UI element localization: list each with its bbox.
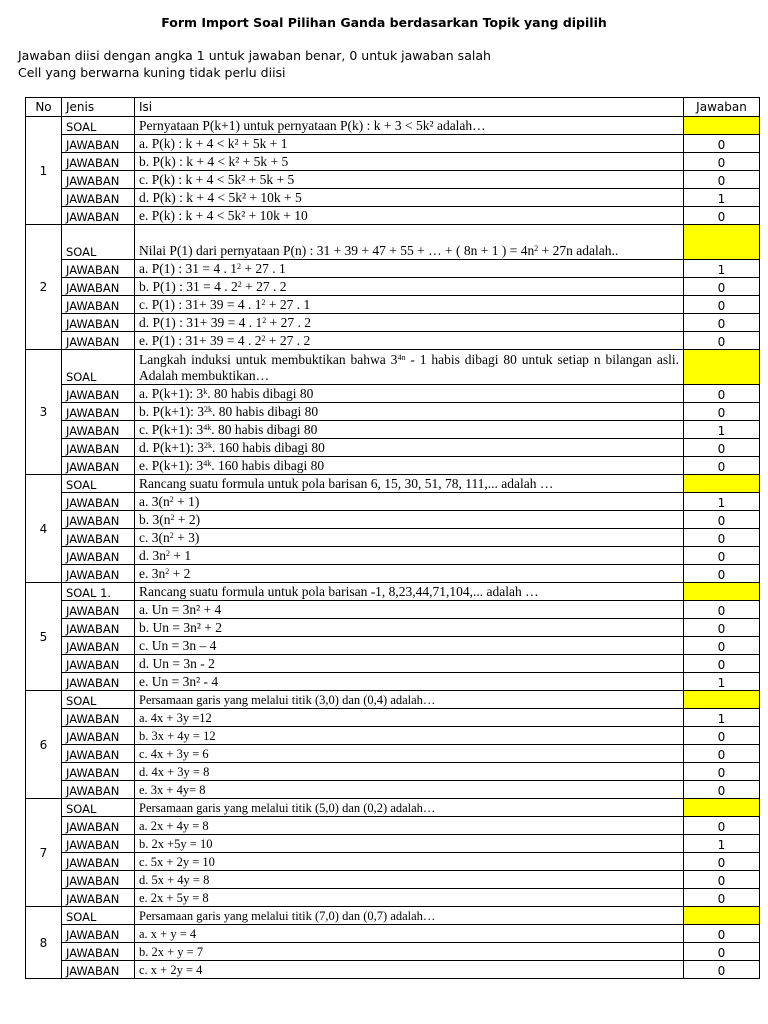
question-number: 2 xyxy=(26,225,62,350)
answer-option-text: b. $3(n^2 + 2)$ xyxy=(135,511,684,529)
jenis-cell: JAWABAN xyxy=(62,601,135,619)
jawaban-cell[interactable]: 0 xyxy=(684,889,760,907)
soal-row xyxy=(26,225,760,260)
jawaban-row xyxy=(26,853,760,871)
jawaban-row xyxy=(26,673,760,691)
answer-option-text: c. x + 2y = 4 xyxy=(135,961,684,979)
jawaban-row xyxy=(26,565,760,583)
jenis-cell: JAWABAN xyxy=(62,727,135,745)
jawaban-cell[interactable]: 0 xyxy=(684,871,760,889)
jenis-cell: JAWABAN xyxy=(62,565,135,583)
jawaban-cell[interactable]: 0 xyxy=(684,135,760,153)
jawaban-cell[interactable]: 0 xyxy=(684,511,760,529)
answer-option-text: d. P(k+1): $3^{2k}$. 160 habis dibagi 80 xyxy=(135,439,684,457)
soal-row xyxy=(26,350,760,385)
soal-row xyxy=(26,117,760,135)
jawaban-cell-highlighted xyxy=(684,225,760,260)
answer-option-text: e. P(k+1): $3^{4k}$. 160 habis dibagi 80 xyxy=(135,457,684,475)
jenis-cell: JAWABAN xyxy=(62,943,135,961)
jenis-cell: SOAL xyxy=(62,907,135,925)
jenis-cell: JAWABAN xyxy=(62,853,135,871)
jawaban-cell[interactable]: 0 xyxy=(684,853,760,871)
jawaban-row xyxy=(26,943,760,961)
answer-option-text: c. 5x + 2y = 10 xyxy=(135,853,684,871)
jenis-cell: JAWABAN xyxy=(62,332,135,350)
question-text: Nilai P(1) dari pernyataan P(n) : 31 + 39 + 47 + 55 + … + ( 8n + 1 ) = $4n^2 + 27n$ adalah.. xyxy=(135,225,684,260)
answer-option-text: a. Un = 3n² + 4 xyxy=(135,601,684,619)
answer-option-text: c. P(k+1): $3^{4k}$. 80 habis dibagi 80 xyxy=(135,421,684,439)
jawaban-row xyxy=(26,745,760,763)
jawaban-row xyxy=(26,601,760,619)
jenis-cell: JAWABAN xyxy=(62,314,135,332)
jenis-cell: JAWABAN xyxy=(62,493,135,511)
jenis-cell: JAWABAN xyxy=(62,961,135,979)
jenis-cell: JAWABAN xyxy=(62,655,135,673)
jawaban-cell[interactable]: 0 xyxy=(684,332,760,350)
jenis-cell: SOAL 1. xyxy=(62,583,135,601)
jenis-cell: SOAL xyxy=(62,691,135,709)
answer-option-text: a. P(k) : k + 4 < k² + 5k + 1 xyxy=(135,135,684,153)
jenis-cell: JAWABAN xyxy=(62,385,135,403)
jenis-cell: SOAL xyxy=(62,799,135,817)
question-number: 6 xyxy=(26,691,62,799)
jenis-cell: JAWABAN xyxy=(62,278,135,296)
answer-option-text: c. Un = 3n – 4 xyxy=(135,637,684,655)
jenis-cell: JAWABAN xyxy=(62,421,135,439)
jawaban-cell-highlighted xyxy=(684,583,760,601)
jenis-cell: JAWABAN xyxy=(62,835,135,853)
answer-option-text: b. 2x + y = 7 xyxy=(135,943,684,961)
jenis-cell: JAWABAN xyxy=(62,439,135,457)
jenis-cell: JAWABAN xyxy=(62,207,135,225)
header-jawaban: Jawaban xyxy=(684,98,760,117)
jawaban-cell[interactable]: 0 xyxy=(684,457,760,475)
jawaban-row xyxy=(26,457,760,475)
jawaban-row xyxy=(26,709,760,727)
jenis-cell: JAWABAN xyxy=(62,529,135,547)
answer-option-text: e. P(1) : 31+ 39 = 4 . $2^2 + 27$ . 2 xyxy=(135,332,684,350)
jawaban-cell[interactable]: 0 xyxy=(684,529,760,547)
answer-option-text: b. P(k) : k + 4 < k² + 5k + 5 xyxy=(135,153,684,171)
jawaban-cell[interactable]: 0 xyxy=(684,439,760,457)
instruction-line-2: Cell yang berwarna kuning tidak perlu diisi xyxy=(18,65,286,80)
jawaban-row xyxy=(26,763,760,781)
jawaban-row xyxy=(26,135,760,153)
jawaban-cell[interactable]: 0 xyxy=(684,207,760,225)
answer-option-text: b. 3x + 4y = 12 xyxy=(135,727,684,745)
header-jenis: Jenis xyxy=(62,98,135,117)
jawaban-row xyxy=(26,278,760,296)
answer-option-text: d. 4x + 3y = 8 xyxy=(135,763,684,781)
jawaban-cell-highlighted xyxy=(684,475,760,493)
soal-row xyxy=(26,799,760,817)
jawaban-cell[interactable]: 0 xyxy=(684,781,760,799)
answer-option-text: d. P(k) : k + 4 < 5k² + 10k + 5 xyxy=(135,189,684,207)
jawaban-cell[interactable]: 0 xyxy=(684,619,760,637)
jawaban-row xyxy=(26,817,760,835)
jawaban-row xyxy=(26,925,760,943)
jawaban-row xyxy=(26,403,760,421)
jenis-cell: JAWABAN xyxy=(62,889,135,907)
jawaban-row xyxy=(26,207,760,225)
page-title: Form Import Soal Pilihan Ganda berdasarkan Topik yang dipilih xyxy=(161,15,607,30)
jawaban-cell[interactable]: 0 xyxy=(684,817,760,835)
jawaban-row xyxy=(26,171,760,189)
jawaban-row xyxy=(26,889,760,907)
jawaban-cell[interactable]: 0 xyxy=(684,745,760,763)
jawaban-row xyxy=(26,871,760,889)
jawaban-cell[interactable]: 0 xyxy=(684,314,760,332)
answer-option-text: b. 2x +5y = 10 xyxy=(135,835,684,853)
answer-option-text: a. P(1) : 31 = 4 . $1^2 + 27$ . 1 xyxy=(135,260,684,278)
jawaban-cell[interactable]: 0 xyxy=(684,727,760,745)
jawaban-cell-highlighted xyxy=(684,117,760,135)
jawaban-row xyxy=(26,961,760,979)
header-isi: Isi xyxy=(135,98,684,117)
answer-option-text: d. Un = 3n - 2 xyxy=(135,655,684,673)
jawaban-cell[interactable]: 0 xyxy=(684,925,760,943)
question-text: Langkah induksi untuk membuktikan bahwa $3^{4n} - 1$ habis dibagi 80 untuk setiap n bilangan asli. Adalah membuktikan… xyxy=(135,350,684,385)
answer-option-text: b. P(k+1): $3^{2k}$. 80 habis dibagi 80 xyxy=(135,403,684,421)
jawaban-cell[interactable]: 1 xyxy=(684,709,760,727)
jawaban-cell[interactable]: 0 xyxy=(684,943,760,961)
jawaban-cell[interactable]: 0 xyxy=(684,171,760,189)
jenis-cell: JAWABAN xyxy=(62,457,135,475)
jenis-cell: JAWABAN xyxy=(62,925,135,943)
jawaban-cell[interactable]: 0 xyxy=(684,547,760,565)
question-number: 5 xyxy=(26,583,62,691)
question-number: 7 xyxy=(26,799,62,907)
jawaban-cell-highlighted xyxy=(684,691,760,709)
jawaban-cell[interactable]: 0 xyxy=(684,655,760,673)
jawaban-cell[interactable]: 1 xyxy=(684,673,760,691)
jawaban-row xyxy=(26,727,760,745)
jawaban-row xyxy=(26,332,760,350)
soal-row xyxy=(26,907,760,925)
answer-option-text: c. $3(n^2 + 3)$ xyxy=(135,529,684,547)
jenis-cell: SOAL xyxy=(62,117,135,135)
jenis-cell: JAWABAN xyxy=(62,260,135,278)
answer-option-text: e. 3x + 4y= 8 xyxy=(135,781,684,799)
jawaban-row xyxy=(26,439,760,457)
jawaban-cell[interactable]: 1 xyxy=(684,421,760,439)
question-number: 1 xyxy=(26,117,62,225)
jawaban-row xyxy=(26,153,760,171)
jawaban-row xyxy=(26,296,760,314)
jawaban-cell[interactable]: 0 xyxy=(684,385,760,403)
jawaban-cell[interactable]: 1 xyxy=(684,835,760,853)
header-no: No xyxy=(26,98,62,117)
jawaban-row xyxy=(26,511,760,529)
jawaban-cell[interactable]: 1 xyxy=(684,189,760,207)
answer-option-text: a. P(k+1): 3$^k$. 80 habis dibagi 80 xyxy=(135,385,684,403)
jenis-cell: JAWABAN xyxy=(62,153,135,171)
jenis-cell: JAWABAN xyxy=(62,547,135,565)
question-text: Pernyataan P(k+1) untuk pernyataan P(k) : k + 3 < 5k² adalah… xyxy=(135,117,684,135)
jawaban-cell[interactable]: 0 xyxy=(684,403,760,421)
jawaban-cell-highlighted xyxy=(684,350,760,385)
jawaban-row xyxy=(26,619,760,637)
jawaban-row xyxy=(26,314,760,332)
jawaban-cell[interactable]: 0 xyxy=(684,565,760,583)
question-table xyxy=(25,97,760,979)
jenis-cell: JAWABAN xyxy=(62,296,135,314)
answer-option-text: d. 5x + 4y = 8 xyxy=(135,871,684,889)
question-number: 8 xyxy=(26,907,62,979)
answer-option-text: a. x + y = 4 xyxy=(135,925,684,943)
answer-option-text: e. 2x + 5y = 8 xyxy=(135,889,684,907)
jenis-cell: JAWABAN xyxy=(62,619,135,637)
question-table-body xyxy=(26,117,760,979)
jenis-cell: JAWABAN xyxy=(62,817,135,835)
jawaban-row xyxy=(26,655,760,673)
jenis-cell: JAWABAN xyxy=(62,781,135,799)
jawaban-cell[interactable]: 0 xyxy=(684,153,760,171)
soal-row xyxy=(26,583,760,601)
question-text: Rancang suatu formula untuk pola barisan 6, 15, 30, 51, 78, 111,... adalah … xyxy=(135,475,684,493)
jawaban-cell[interactable]: 0 xyxy=(684,601,760,619)
jenis-cell: JAWABAN xyxy=(62,745,135,763)
jenis-cell: JAWABAN xyxy=(62,637,135,655)
jenis-cell: SOAL xyxy=(62,225,135,260)
jenis-cell: JAWABAN xyxy=(62,709,135,727)
question-text: Rancang suatu formula untuk pola barisan -1, 8,23,44,71,104,... adalah … xyxy=(135,583,684,601)
jenis-cell: JAWABAN xyxy=(62,403,135,421)
jawaban-cell[interactable]: 1 xyxy=(684,260,760,278)
jawaban-cell[interactable]: 0 xyxy=(684,763,760,781)
table-header-row xyxy=(26,98,760,117)
jenis-cell: SOAL xyxy=(62,475,135,493)
jenis-cell: JAWABAN xyxy=(62,511,135,529)
jawaban-row xyxy=(26,637,760,655)
answer-option-text: c. P(1) : 31+ 39 = 4 . $1^2 + 27$ . 1 xyxy=(135,296,684,314)
jawaban-row xyxy=(26,547,760,565)
jawaban-cell[interactable]: 0 xyxy=(684,637,760,655)
answer-option-text: a. 4x + 3y =12 xyxy=(135,709,684,727)
soal-row xyxy=(26,691,760,709)
soal-row xyxy=(26,475,760,493)
question-text: Persamaan garis yang melalui titik (5,0) dan (0,2) adalah… xyxy=(135,799,684,817)
jenis-cell: JAWABAN xyxy=(62,871,135,889)
answer-option-text: a. 2x + 4y = 8 xyxy=(135,817,684,835)
answer-option-text: d. P(1) : 31+ 39 = 4 . $1^2 + 27$ . 2 xyxy=(135,314,684,332)
answer-option-text: d. $3n^2 + 1$ xyxy=(135,547,684,565)
jawaban-row xyxy=(26,385,760,403)
answer-option-text: b. Un = 3n² + 2 xyxy=(135,619,684,637)
jenis-cell: JAWABAN xyxy=(62,189,135,207)
jawaban-cell-highlighted xyxy=(684,799,760,817)
jawaban-row xyxy=(26,421,760,439)
jawaban-row xyxy=(26,529,760,547)
jenis-cell: JAWABAN xyxy=(62,171,135,189)
answer-option-text: b. P(1) : 31 = 4 . $2^2 + 27$ . 2 xyxy=(135,278,684,296)
jawaban-row xyxy=(26,781,760,799)
jawaban-cell[interactable]: 1 xyxy=(684,493,760,511)
jenis-cell: JAWABAN xyxy=(62,135,135,153)
jawaban-cell[interactable]: 0 xyxy=(684,296,760,314)
answer-option-text: e. $3n^2 + 2$ xyxy=(135,565,684,583)
question-text: Persamaan garis yang melalui titik (3,0) dan (0,4) adalah… xyxy=(135,691,684,709)
answer-option-text: c. 4x + 3y = 6 xyxy=(135,745,684,763)
jawaban-cell-highlighted xyxy=(684,907,760,925)
jenis-cell: JAWABAN xyxy=(62,673,135,691)
answer-option-text: a. $3(n^2 + 1)$ xyxy=(135,493,684,511)
question-number: 4 xyxy=(26,475,62,583)
jawaban-row xyxy=(26,260,760,278)
jawaban-cell[interactable]: 0 xyxy=(684,961,760,979)
jawaban-row xyxy=(26,493,760,511)
jawaban-cell[interactable]: 0 xyxy=(684,278,760,296)
jawaban-row xyxy=(26,835,760,853)
answer-option-text: e. P(k) : k + 4 < 5k² + 10k + 10 xyxy=(135,207,684,225)
question-number: 3 xyxy=(26,350,62,475)
jenis-cell: JAWABAN xyxy=(62,763,135,781)
instruction-line-1: Jawaban diisi dengan angka 1 untuk jawaban benar, 0 untuk jawaban salah xyxy=(18,48,491,63)
answer-option-text: e. Un = 3n² - 4 xyxy=(135,673,684,691)
question-text: Persamaan garis yang melalui titik (7,0) dan (0,7) adalah… xyxy=(135,907,684,925)
jawaban-row xyxy=(26,189,760,207)
jenis-cell: SOAL xyxy=(62,350,135,385)
answer-option-text: c. P(k) : k + 4 < 5k² + 5k + 5 xyxy=(135,171,684,189)
